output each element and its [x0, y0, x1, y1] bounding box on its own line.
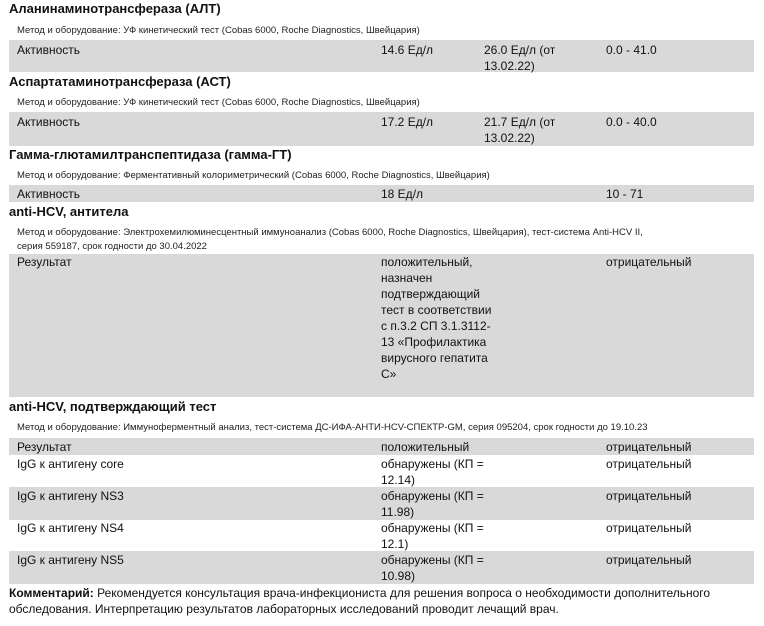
row-value: положительный, назначен подтверждающий тест в соответствии с п.3.2 СП 3.1.3112-13 «Профилактика вирусного гепатита С»	[381, 255, 492, 381]
row-value: обнаружены (КП = 12.1)	[381, 521, 484, 551]
row-value: обнаружены (КП = 10.98)	[381, 553, 484, 583]
row-name: Активность	[17, 115, 81, 129]
row-name: Результат	[17, 440, 72, 454]
section-title-ast: Аспартатаминотрансфераза (АСТ)	[9, 74, 231, 89]
row-value: положительный	[381, 440, 470, 454]
section-title-anti-hcv: anti-HCV, антитела	[9, 204, 129, 219]
method-alt: Метод и оборудование: УФ кинетический тест (Cobas 6000, Roche Diagnostics, Швейцария)	[17, 25, 420, 36]
row-name: IgG к антигену NS3	[17, 489, 124, 503]
comment-label: Комментарий:	[9, 586, 94, 600]
row-reference: отрицательный	[606, 255, 692, 269]
section-title-alt: Аланинаминотрансфераза (АЛТ)	[9, 1, 221, 16]
row-reference: 0.0 - 41.0	[606, 43, 657, 57]
row-value: 17.2 Ед/л	[381, 115, 434, 129]
row-value: 14.6 Ед/л	[381, 43, 434, 57]
section-title-ggt: Гамма-глютамилтранспептидаза (гамма-ГТ)	[9, 147, 292, 162]
row-value: 18 Ед/л	[381, 187, 424, 201]
comment-text: Рекомендуется консультация врача-инфекциониста для решения вопроса о необходимости дополнительного обследования. Интерпретацию результатов лабораторных исследований проводит лечащий врач.	[9, 586, 711, 616]
row-reference: отрицательный	[606, 521, 692, 535]
row-name: IgG к антигену NS4	[17, 521, 124, 535]
row-previous: 21.7 Ед/л (от 13.02.22)	[484, 115, 556, 145]
row-name: Результат	[17, 255, 72, 269]
row-reference: 10 - 71	[606, 187, 644, 201]
section-title-anti-hcv-confirm: anti-HCV, подтверждающий тест	[9, 399, 217, 414]
row-reference: отрицательный	[606, 489, 692, 503]
method-ast: Метод и оборудование: УФ кинетический тест (Cobas 6000, Roche Diagnostics, Швейцария)	[17, 97, 420, 108]
method-ggt: Метод и оборудование: Ферментативный колориметрический (Cobas 6000, Roche Diagnostics, Швейцария)	[17, 170, 490, 181]
row-reference: отрицательный	[606, 440, 692, 454]
row-reference: 0.0 - 40.0	[606, 115, 657, 129]
row-name: Активность	[17, 43, 81, 57]
row-value: обнаружены (КП = 12.14)	[381, 457, 484, 487]
row-reference: отрицательный	[606, 457, 692, 471]
comment-block	[9, 585, 749, 617]
row-name: Активность	[17, 187, 81, 201]
row-name: IgG к антигену NS5	[17, 553, 124, 567]
row-reference: отрицательный	[606, 553, 692, 567]
row-value: обнаружены (КП = 11.98)	[381, 489, 484, 519]
method-anti-hcv-confirm: Метод и оборудование: Иммуноферментный анализ, тест-система ДС-ИФА-АНТИ-HCV-СПЕКТР-GM, серия 095204, срок годности до 19.10.23	[17, 422, 648, 433]
row-previous: 26.0 Ед/л (от 13.02.22)	[484, 43, 556, 73]
row-name: IgG к антигену core	[17, 457, 124, 471]
method-anti-hcv: Метод и оборудование: Электрохемилюминесцентный иммуноанализ (Cobas 6000, Roche Diagnostics, Швейцария), тест-система Anti-HCV II, серия 559187, срок годности до 30.04.2022	[17, 227, 643, 252]
